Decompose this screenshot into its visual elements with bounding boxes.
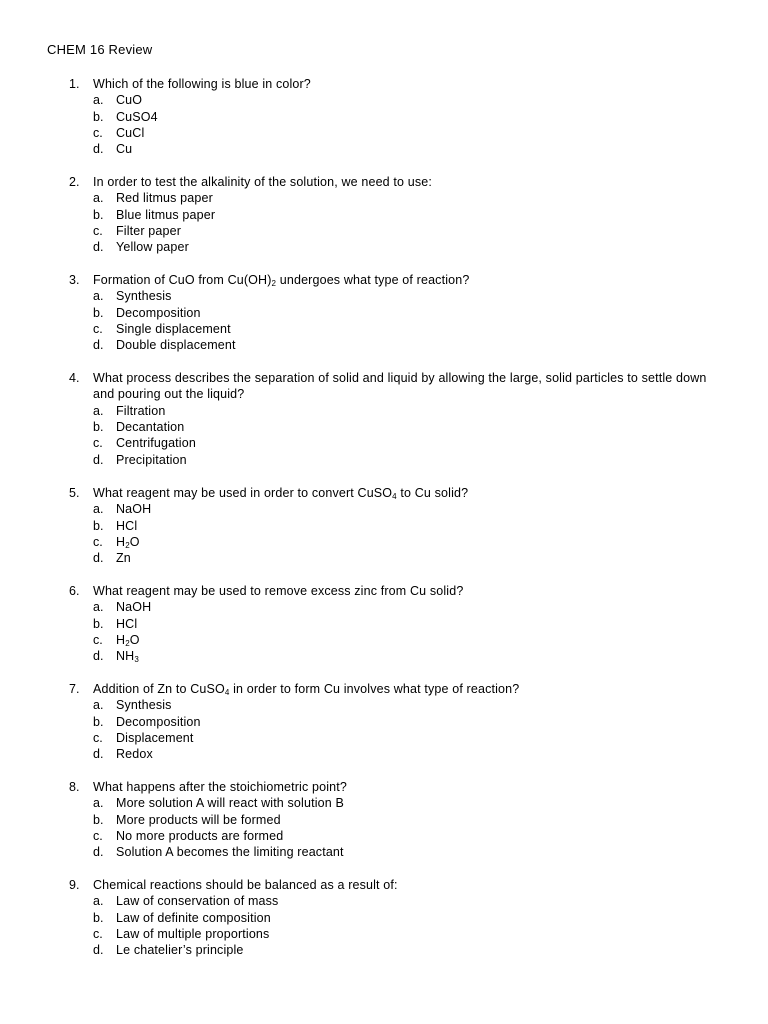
text-run: Centrifugation [116,436,196,451]
option-text [116,403,165,419]
option-letter: d. [93,649,104,664]
option-text [116,648,139,664]
question-number: 5. [69,486,80,500]
answer-option [0,550,768,566]
text-run: Chemical reactions should be balanced as a result of: [93,878,398,892]
question-text [93,174,725,190]
option-letter: b. [93,305,104,320]
text-run: Law of definite composition [116,910,271,925]
text-run: O [129,632,140,647]
answer-option [0,616,768,632]
question-text [93,779,725,795]
answer-option [0,714,768,730]
text-run: undergoes what type of reaction? [276,273,470,287]
text-run: CuCl [116,125,145,140]
option-text [116,534,140,550]
option-text [116,616,137,632]
text-run: What reagent may be used to remove excess zinc from Cu solid? [93,584,464,598]
answer-option [0,190,768,206]
answer-option [0,812,768,828]
option-text [116,844,344,860]
question-text [93,681,725,697]
answer-option [0,910,768,926]
answer-option [0,795,768,811]
text-run: More products will be formed [116,812,281,827]
text-run: Filtration [116,403,166,418]
text-run: What happens after the stoichiometric point? [93,780,347,794]
option-text [116,419,184,435]
text-run: Single displacement [116,321,231,336]
text-run: Double displacement [116,338,236,353]
answer-option [0,207,768,223]
text-run: Decomposition [116,714,201,729]
option-letter: c. [93,223,103,238]
option-text [116,942,244,958]
option-letter: b. [93,812,104,827]
text-run: CuSO4 [116,109,158,124]
answer-option [0,288,768,304]
answer-option [0,697,768,713]
option-text [116,288,172,304]
option-text [116,239,189,255]
option-text [116,141,132,157]
question-number: 6. [69,584,80,598]
answer-option [0,926,768,942]
question-number: 2. [69,175,80,189]
answer-option [0,141,768,157]
text-run: in order to form Cu involves what type of reaction? [229,682,520,696]
subscript: 3 [134,655,139,665]
option-letter: d. [93,452,104,467]
question-text [93,76,725,92]
answer-option [0,534,768,550]
option-letter: b. [93,207,104,222]
option-letter: b. [93,518,104,533]
option-letter: d. [93,338,104,353]
option-text [116,795,344,811]
option-letter: a. [93,403,104,418]
answer-option [0,419,768,435]
text-run: Redox [116,747,153,762]
text-run: Cu [116,142,133,157]
text-run: What reagent may be used in order to convert CuSO [93,486,393,500]
option-letter: c. [93,321,103,336]
text-run: Synthesis [116,289,172,304]
answer-option [0,828,768,844]
option-text [116,746,153,762]
answer-option [0,403,768,419]
option-letter: c. [93,125,103,140]
text-run: Blue litmus paper [116,207,216,222]
text-run: HCl [116,616,138,631]
question-text [93,877,725,893]
answer-option [0,92,768,108]
text-run: Filter paper [116,223,182,238]
option-letter: d. [93,943,104,958]
answer-option [0,125,768,141]
subscript: 4 [392,492,397,501]
option-letter: d. [93,240,104,255]
option-letter: b. [93,910,104,925]
question-number: 8. [69,780,80,794]
option-text [116,190,213,206]
text-run: NH [116,649,135,664]
text-run: Solution A becomes the limiting reactant [116,845,344,860]
subscript: 2 [125,638,130,648]
answer-option [0,632,768,648]
option-text [116,92,142,108]
option-letter: a. [93,796,104,811]
text-run: Precipitation [116,452,187,467]
option-letter: a. [93,894,104,909]
text-run: More solution A will react with solution B [116,796,344,811]
option-text [116,305,201,321]
text-run: to Cu solid? [396,486,469,500]
text-run: H [116,534,126,549]
text-run: Formation of CuO from Cu(OH) [93,273,272,287]
text-run: Law of conservation of mass [116,894,279,909]
answer-option [0,239,768,255]
option-text [116,109,158,125]
option-letter: c. [93,632,103,647]
option-text [116,714,201,730]
option-letter: a. [93,698,104,713]
answer-option [0,844,768,860]
text-run: Which of the following is blue in color? [93,77,311,91]
text-run: What process describes the separation of solid and liquid by allowing the large, solid particles to settle down and pouring out the liquid? [93,371,707,402]
question-number: 3. [69,273,80,287]
text-run: NaOH [116,600,152,615]
subscript: 2 [271,279,277,288]
option-letter: a. [93,600,104,615]
option-text [116,926,269,942]
option-text [116,730,194,746]
option-text [116,435,196,451]
subscript: 4 [224,688,230,697]
question-number: 4. [69,371,80,385]
text-run: Decomposition [116,305,201,320]
question-text [93,583,725,599]
option-text [116,207,215,223]
text-run: CuO [116,93,143,108]
option-letter: d. [93,845,104,860]
answer-option [0,337,768,353]
text-run: Zn [116,551,131,566]
text-run: Le chatelier’s principle [116,943,244,958]
answer-option [0,223,768,239]
question-text [93,485,725,501]
answer-option [0,942,768,958]
answer-option [0,893,768,909]
option-letter: a. [93,93,104,108]
answer-option [0,746,768,762]
answer-option [0,452,768,468]
answer-option [0,518,768,534]
option-text [116,321,231,337]
option-text [116,632,140,648]
option-text [116,812,281,828]
text-run: Synthesis [116,698,172,713]
option-letter: d. [93,142,104,157]
text-run: Red litmus paper [116,191,213,206]
question-number: 1. [69,77,80,91]
option-letter: a. [93,191,104,206]
question-number: 7. [69,682,80,696]
option-text [116,550,131,566]
question-number: 9. [69,878,80,892]
option-letter: b. [93,714,104,729]
subscript: 2 [125,540,130,550]
text-run: O [129,534,140,549]
text-run: Law of multiple proportions [116,926,270,941]
question-text [93,272,725,288]
option-letter: d. [93,747,104,762]
text-run: Decantation [116,419,185,434]
option-text [116,828,283,844]
option-text [116,518,137,534]
option-letter: c. [93,436,103,451]
option-text [116,337,236,353]
text-run: Yellow paper [116,240,189,255]
text-run: H [116,632,126,647]
option-letter: a. [93,502,104,517]
answer-option [0,730,768,746]
answer-option [0,501,768,517]
option-letter: b. [93,109,104,124]
option-letter: c. [93,926,103,941]
option-text [116,452,187,468]
text-run: Addition of Zn to CuSO [93,682,225,696]
document-title: CHEM 16 Review [47,42,153,57]
option-letter: d. [93,551,104,566]
option-text [116,910,271,926]
option-letter: b. [93,616,104,631]
option-text [116,599,151,615]
option-text [116,697,172,713]
option-text [116,125,144,141]
option-text [116,501,151,517]
option-letter: c. [93,828,103,843]
answer-option [0,109,768,125]
question-text [93,370,725,403]
answer-option [0,599,768,615]
text-run: HCl [116,518,138,533]
text-run: Displacement [116,730,194,745]
text-run: No more products are formed [116,828,284,843]
text-run: NaOH [116,502,152,517]
answer-option [0,305,768,321]
text-run: In order to test the alkalinity of the solution, we need to use: [93,175,432,189]
option-text [116,893,278,909]
option-text [116,223,181,239]
option-letter: a. [93,289,104,304]
answer-option [0,321,768,337]
option-letter: b. [93,419,104,434]
option-letter: c. [93,534,103,549]
option-letter: c. [93,730,103,745]
answer-option [0,435,768,451]
answer-option [0,648,768,664]
